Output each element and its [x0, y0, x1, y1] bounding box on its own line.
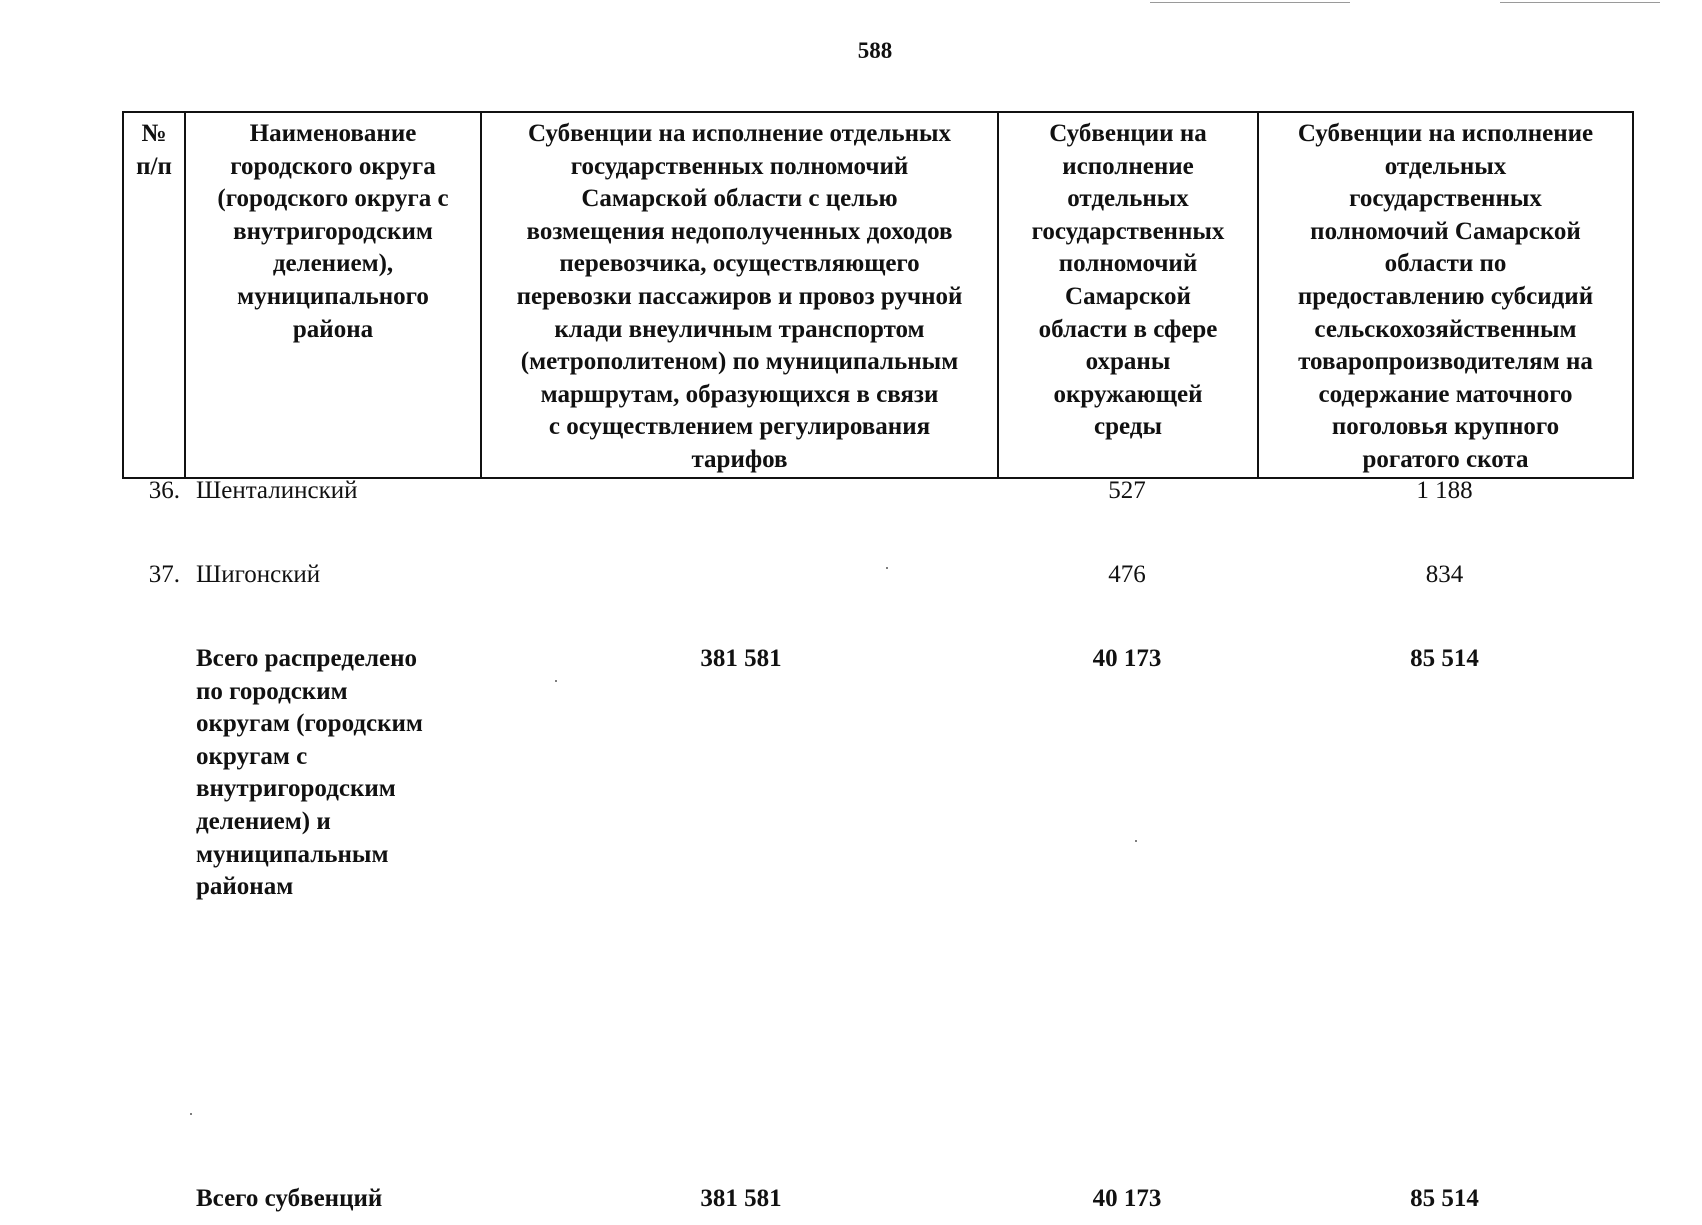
total-subventions-row	[122, 1183, 1632, 1225]
header-environment-subvention: Субвенции на исполнение отдельных государственных полномочий Самарской области в сфере охраны окружающей среды	[998, 112, 1258, 478]
total-subventions-cattle: 85 514	[1410, 1185, 1479, 1212]
header-district-name: Наименование городского округа (городского округа с внутригородским делением), муниципального района	[185, 112, 481, 478]
total-subventions-label: Всего субвенций	[196, 1185, 383, 1212]
header-row	[123, 112, 1633, 478]
cattle-value: 1 188	[1416, 477, 1473, 504]
scan-edge-line	[1500, 2, 1660, 3]
table-row	[122, 475, 1632, 517]
scan-edge-line	[1150, 2, 1350, 3]
total-distributed-row	[122, 643, 1632, 913]
scan-speck	[190, 1113, 192, 1115]
total-distributed-environment: 40 173	[1092, 645, 1162, 672]
header-table	[122, 111, 1634, 479]
header-cattle-subvention: Субвенции на исполнение отдельных государственных полномочий Самарской области по предоставлению субсидий сельскохозяйственным товаропроизводителям на содержание маточного поголовья крупного рогатого скота	[1258, 112, 1633, 478]
district-name: Шигонский	[196, 561, 321, 588]
total-subventions-metro: 381 581	[700, 1185, 782, 1212]
row-number: 36.	[148, 477, 180, 504]
total-distributed-metro: 381 581	[700, 645, 782, 672]
cattle-value: 834	[1425, 561, 1464, 588]
table-body	[122, 475, 1632, 1212]
scan-speck	[886, 567, 888, 569]
scan-speck	[555, 680, 557, 682]
table-row	[122, 559, 1632, 601]
district-name: Шенталинский	[196, 477, 358, 504]
total-distributed-label: Всего распределено по городским округам (городским округам с внутригородским делением) и муниципальным районам	[196, 645, 423, 901]
header-number: № п/п	[123, 112, 185, 478]
environment-value: 476	[1108, 561, 1146, 588]
header-metro-subvention: Субвенции на исполнение отдельных государственных полномочий Самарской области с целью возмещения недополученных доходов перевозчика, осуществляющего перевозки пассажиров и провоз ручной клади внеуличным транспортом (метрополитеном) по муниципальным маршрутам, образующихся в связи с осуществлением регулирования тарифов	[481, 112, 998, 478]
environment-value: 527	[1108, 477, 1146, 504]
page-number: 588	[857, 38, 893, 63]
total-subventions-environment: 40 173	[1092, 1185, 1162, 1212]
total-distributed-cattle: 85 514	[1410, 645, 1479, 672]
row-number: 37.	[148, 561, 180, 588]
scan-speck	[1135, 840, 1137, 842]
